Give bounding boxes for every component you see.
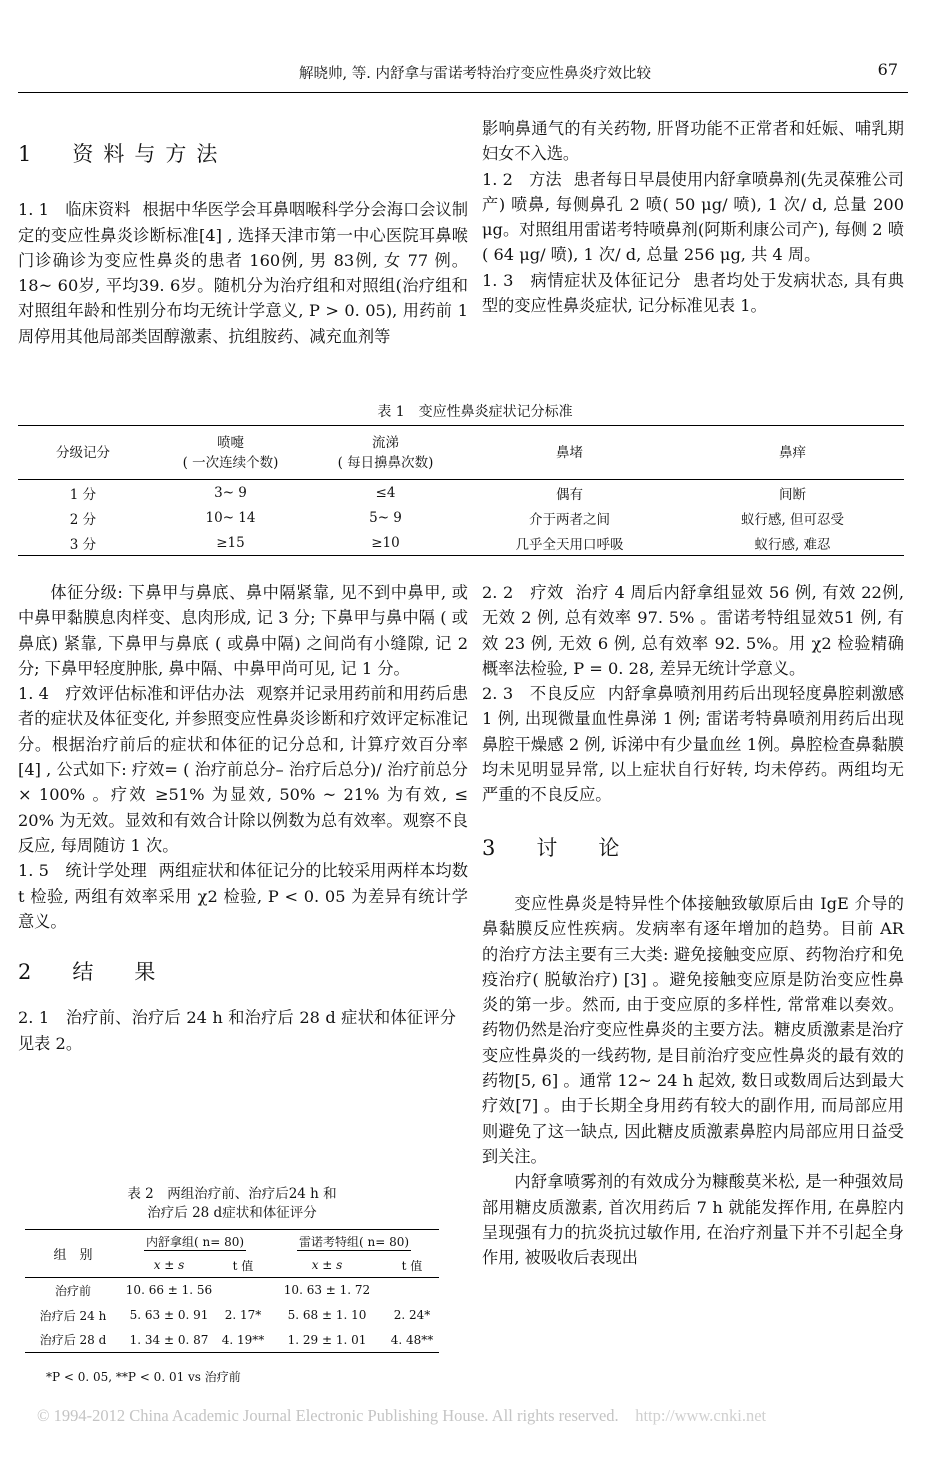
table-cell: 2. 17* xyxy=(224,1308,262,1322)
subsection-2-1-text: 见表 2。 xyxy=(18,1033,83,1053)
running-header: 解晓帅, 等. 内舒拿与雷诺考特治疗变应性鼻炎疗效比较 xyxy=(299,66,651,82)
table-cell: 蚁行感, 难忍 xyxy=(681,530,904,556)
section-2-title: 2 结 果 xyxy=(18,960,166,985)
paragraph-2-2 xyxy=(482,580,904,681)
table-row xyxy=(18,530,904,556)
section-3-title: 3 讨 论 xyxy=(482,835,630,860)
paragraph-sign-grading: 体征分级: 下鼻甲与鼻底、鼻中隔紧靠, 见不到中鼻甲, 或中鼻甲黏膜息肉样变、息肉形成, 记 3 分; 下鼻甲与鼻中隔 ( 或鼻底) 紧靠, 下鼻甲与鼻底 ( 或鼻中隔) 之间尚有小缝隙, 记 2 分; 下鼻甲轻度肿胀, 鼻中隔、中鼻甲尚可见, 记 1 分。 xyxy=(18,583,468,678)
t2-header-t-2: t 值 xyxy=(401,1258,423,1273)
t2-header-mean-2: x ± s xyxy=(311,1258,343,1273)
t1-header-rhinorrhea-label: 流涕 xyxy=(372,434,399,451)
subsection-2-2-text: 治疗 4 周后内舒拿组显效 56 例, 有效 22例, 无效 2 例, 总有效率 97. 5% 。雷诺考特组显效51 例, 有效 23 例, 无效 6 例, 总有效率 92. 5%。用 χ2 检验精确概率法检验, P = 0. 28, 差异无统计学意义。 xyxy=(482,583,904,678)
table-cell: 5~ 9 xyxy=(369,509,402,526)
table-cell: 10. 63 ± 1. 72 xyxy=(269,1278,385,1303)
table-cell: 治疗前 xyxy=(25,1278,121,1303)
table-cell: 1 分 xyxy=(18,480,148,506)
table-row xyxy=(25,1303,439,1328)
table-2-caption-line-2: 治疗后 28 d症状和体征评分 xyxy=(147,1205,317,1221)
table-2 xyxy=(25,1229,439,1353)
table-cell: 2. 24* xyxy=(393,1308,431,1322)
subsection-1-2-label: 1. 2 方法 xyxy=(482,169,562,189)
copyright-footer xyxy=(37,1406,766,1426)
table-cell xyxy=(217,1278,269,1303)
table-2-caption-line-1: 表 2 两组治疗前、治疗后24 h 和 xyxy=(127,1186,337,1202)
subsection-1-4-label: 1. 4 疗效评估标准和评估办法 xyxy=(18,684,245,704)
right-column-bottom xyxy=(482,580,904,1270)
subsection-2-1-label: 2. 1 治疗前、治疗后 24 h 和治疗后 28 d 症状和体征评分 xyxy=(18,1008,456,1028)
copyright-text: © 1994-2012 China Academic Journal Electronic Publishing House. All rights reserved. xyxy=(37,1406,619,1425)
subsection-1-1-text: 根据中华医学会耳鼻咽喉科学分会海口会议制定的变应性鼻炎诊断标准[4] , 选择天津市第一中心医院耳鼻喉门诊确诊为变应性鼻炎的患者 160例, 男 83例, 女 77 例。18~ 60岁, 平均39. 6岁。随机分为治疗组和对照组(治疗组和对照组年龄和性别分布均无统计学意义, P > 0. 05), 用药前 1 周停用其他局部类固醇激素、抗组胺药、减充血剂等 xyxy=(18,200,469,346)
subsection-2-3-text: 内舒拿鼻喷剂用药后出现轻度鼻腔刺激感 1 例, 出现微量血性鼻涕 1 例; 雷诺考特鼻喷剂用药后出现鼻腔干燥感 2 例, 诉涕中有少量血丝 1例。鼻腔检查鼻黏膜均未见明显异常, 以上症状自行好转, 均未停药。两组均无严重的不良反应。 xyxy=(482,684,905,805)
subsection-1-2-text: 患者每日早晨使用内舒拿喷鼻剂(先灵葆雅公司产) 喷鼻, 每侧鼻孔 2 喷( 50 μg/ 喷), 1 次/ d, 总量 200 μg。对照组用雷诺考特喷鼻剂(阿斯利康公司产), 每侧 2 喷 ( 64 μg/ 喷), 1 次/ d, 总量 256 μg, 共 4 周。 xyxy=(482,169,904,265)
table-cell: 1. 29 ± 1. 01 xyxy=(269,1328,385,1353)
table-2-caption xyxy=(25,1185,439,1223)
t1-header-sneeze-label: 喷嚏 xyxy=(217,434,244,451)
subsection-1-5-text: 两组症状和体征记分的比较采用两样本均数 t 检验, 两组有效率采用 χ2 检验, P < 0. 05 为差异有统计学意义。 xyxy=(18,861,469,931)
table-cell: 几乎全天用口呼吸 xyxy=(458,530,681,556)
table-cell: 间断 xyxy=(681,480,904,506)
table-row xyxy=(18,505,904,530)
t2-header-group-2 xyxy=(269,1230,439,1254)
table-cell: ≥15 xyxy=(148,530,313,556)
t1-header-rhinorrhea-unit: ( 每日擤鼻次数) xyxy=(337,454,434,471)
t2-header-t-1: t 值 xyxy=(232,1258,254,1273)
subsection-1-1-label: 1. 1 临床资料 xyxy=(18,200,131,220)
subsection-2-2-label: 2. 2 疗效 xyxy=(482,583,564,602)
paragraph-2-3 xyxy=(482,681,904,807)
table-cell: ≤4 xyxy=(313,480,458,506)
right-column-top xyxy=(482,116,904,318)
table-cell: 介于两者之间 xyxy=(529,511,610,528)
table-row xyxy=(25,1328,439,1353)
table-cell: ≥10 xyxy=(313,530,458,556)
table-row xyxy=(18,480,904,506)
table-cell: 10. 66 ± 1. 56 xyxy=(121,1278,217,1303)
header-rule xyxy=(18,92,908,93)
paragraph-2-1 xyxy=(18,1005,468,1056)
t1-header-itch: 鼻痒 xyxy=(681,426,904,480)
paragraph-1-2 xyxy=(482,167,904,268)
subsection-1-3-label: 1. 3 病情症状及体征记分 xyxy=(482,270,682,290)
table-cell: 5. 68 ± 1. 10 xyxy=(287,1308,367,1322)
paragraph-1-4 xyxy=(18,681,468,858)
paragraph-inclusion: 影响鼻通气的有关药物, 肝肾功能不正常者和妊娠、哺乳期妇女不入选。 xyxy=(482,119,904,164)
table-cell: 10~ 14 xyxy=(205,509,256,526)
left-column-bottom xyxy=(18,580,468,1056)
table-cell: 治疗后 28 d xyxy=(25,1328,121,1353)
table-cell: 治疗后 24 h xyxy=(39,1308,107,1323)
table-cell: 4. 19** xyxy=(217,1328,269,1353)
table-cell: 偶有 xyxy=(458,480,681,506)
t1-header-sneeze-unit: ( 一次连续个数) xyxy=(182,454,279,471)
table-row xyxy=(25,1278,439,1303)
table-cell: 3 分 xyxy=(18,530,148,556)
page-number: 67 xyxy=(877,60,898,79)
subsection-1-3-text: 患者均处于发病状态, 具有典型的变应性鼻炎症状, 记分标准见表 1。 xyxy=(482,270,904,316)
table-cell: 蚁行感, 但可忍受 xyxy=(740,511,845,528)
subsection-1-5-label: 1. 5 统计学处理 xyxy=(18,861,147,881)
table-cell: 1. 34 ± 0. 87 xyxy=(121,1328,217,1353)
table-1 xyxy=(18,425,904,556)
t2-header-group-2-label: 雷诺考特组( n= 80) xyxy=(298,1234,410,1249)
subsection-2-3-label: 2. 3 不良反应 xyxy=(482,684,596,704)
table-cell: 3~ 9 xyxy=(148,480,313,506)
paragraph-1-5 xyxy=(18,858,468,934)
t2-header-group: 组 别 xyxy=(25,1230,121,1278)
t1-header-rhinorrhea xyxy=(313,426,458,480)
table-cell xyxy=(385,1278,439,1303)
paragraph-discussion-1: 变应性鼻炎是特异性个体接触致敏原后由 IgE 介导的鼻黏膜反应性疾病。发病率有逐年增加的趋势。目前 AR 的治疗方法主要有三大类: 避免接触变应原、药物治疗和免疫治疗( 脱敏治疗) [3] 。避免接触变应原是防治变应性鼻炎的第一步。然而, 由于变应原的多样性, 常常难以奏效。药物仍然是治疗变应性鼻炎的主要方法。糖皮质激素是治疗变应性鼻炎的一线药物, 是目前治疗变应性鼻炎的最有效的药物[5, 6] 。通常 12~ 24 h 起效, 数日或数周后达到最大疗效[7] 。由于长期全身用药有较大的副作用, 而局部应用则避免了这一缺点, 因此糖皮质激素鼻腔内局部应用日益受到关注。 xyxy=(482,893,904,1166)
t1-header-sneeze xyxy=(148,426,313,480)
t1-header-grade: 分级记分 xyxy=(18,426,148,480)
footer-url: http://www.cnki.net xyxy=(635,1406,767,1425)
t1-header-blockage: 鼻堵 xyxy=(458,426,681,480)
table-2-note: *P < 0. 05, **P < 0. 01 vs 治疗前 xyxy=(46,1370,241,1384)
paragraph-discussion-2: 内舒拿喷雾剂的有效成分为糠酸莫米松, 是一种强效局部用糖皮质激素, 首次用药后 7 h 就能发挥作用, 在鼻腔内呈现强有力的抗炎抗过敏作用, 在治疗剂量下并不引起全身作用, 被吸收后表现出 xyxy=(482,1172,904,1268)
table-cell: 4. 48** xyxy=(385,1328,439,1353)
section-1-title: 1 资料与方法 xyxy=(18,142,228,166)
t2-header-group-1-label: 内舒拿组( n= 80) xyxy=(145,1234,245,1249)
left-column-top xyxy=(18,142,468,349)
subsection-1-4-text: 观察并记录用药前和用药后患者的症状及体征变化, 并参照变应性鼻炎诊断和疗效评定标准记分。根据治疗前后的症状和体征的记分总和, 计算疗效百分率[4] , 公式如下: 疗效= ( 治疗前总分– 治疗后总分)/ 治疗前总分 × 100% 。疗效 ≥51% 为显效, 50% ~ 21% 为有效, ≤ 20% 为无效。显效和有效合计除以例数为总有效率。观察不良反应, 每周随访 1 次。 xyxy=(18,684,469,855)
table-cell: 5. 63 ± 0. 91 xyxy=(129,1308,209,1322)
t2-header-group-1 xyxy=(121,1230,269,1254)
table-1-caption: 表 1 变应性鼻炎症状记分标准 xyxy=(377,404,573,420)
paragraph-1-3 xyxy=(482,268,904,319)
table-cell: 2 分 xyxy=(69,511,97,528)
t2-header-mean-1: x ± s xyxy=(153,1258,185,1273)
paragraph-1-1 xyxy=(18,197,468,349)
